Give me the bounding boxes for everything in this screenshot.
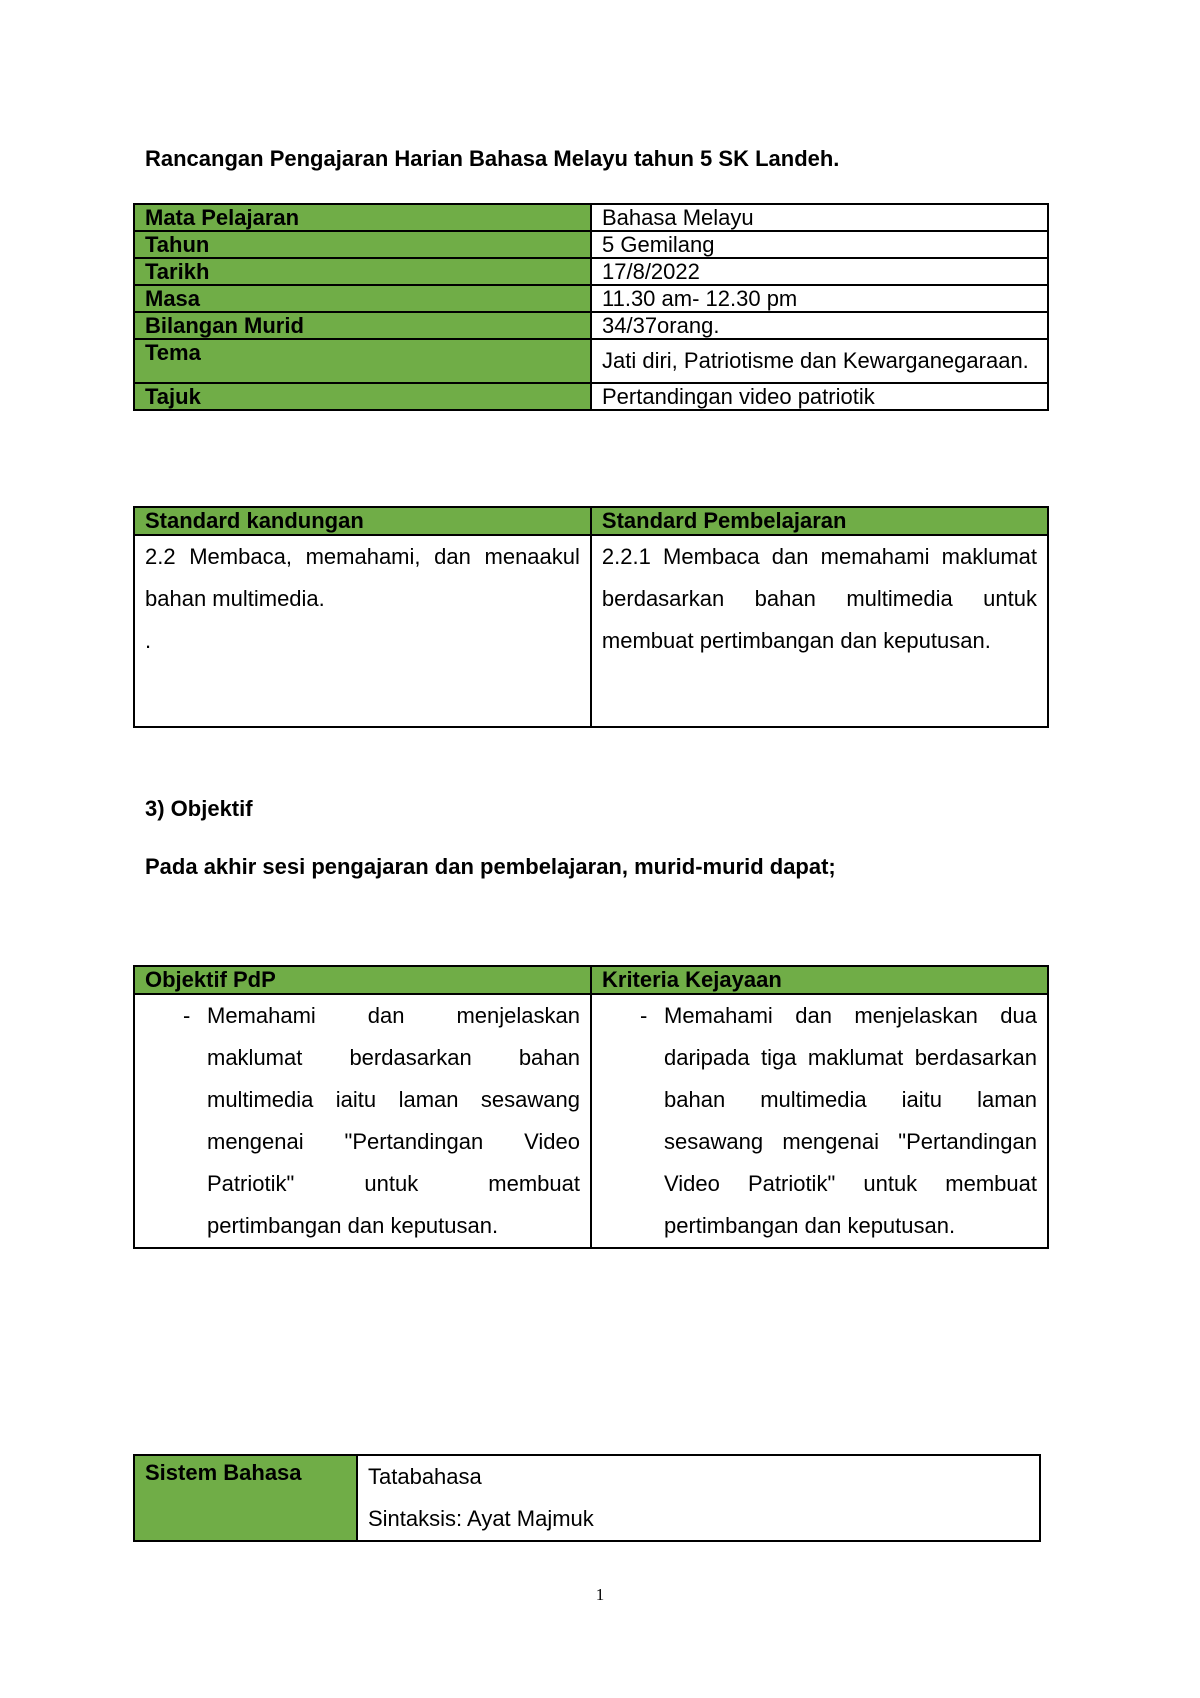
- success-criteria-header: Kriteria Kejayaan: [591, 966, 1048, 994]
- list-item: [602, 995, 1037, 1247]
- table-row: [134, 339, 1048, 383]
- language-system-line2: Sintaksis: Ayat Majmuk: [368, 1506, 594, 1531]
- info-value: 11.30 am- 12.30 pm: [591, 285, 1048, 312]
- info-label: Bilangan Murid: [134, 312, 591, 339]
- objective-intro: Pada akhir sesi pengajaran dan pembelajaran, murid-murid dapat;: [145, 854, 836, 879]
- objective-heading: 3) Objektif: [145, 796, 253, 821]
- standards-table: [133, 506, 1049, 728]
- table-row: [134, 285, 1048, 312]
- info-value: Pertandingan video patriotik: [591, 383, 1048, 410]
- success-criteria-text: Memahami dan menjelaskan dua daripada tiga maklumat berdasarkan bahan multimedia iaitu laman sesawang mengenai "Pertandingan Video Patriotik" untuk membuat pertimbangan dan keputusan.: [664, 1003, 1037, 1238]
- table-row: [134, 312, 1048, 339]
- table-row: [134, 383, 1048, 410]
- language-system-table: [133, 1454, 1041, 1542]
- table-row: [134, 204, 1048, 231]
- table-row: [134, 535, 1048, 727]
- info-label: Tarikh: [134, 258, 591, 285]
- info-value: 34/37orang.: [591, 312, 1048, 339]
- table-header-row: [134, 507, 1048, 535]
- standard-content-header: Standard kandungan: [134, 507, 591, 535]
- success-criteria-cell: [591, 994, 1048, 1248]
- standard-content-text: 2.2 Membaca, memahami, dan menaakul bahan multimedia.: [145, 544, 580, 611]
- language-system-value: [357, 1455, 1040, 1541]
- table-row: [134, 1455, 1040, 1541]
- learning-standard-cell: [591, 535, 1048, 727]
- info-label: Tajuk: [134, 383, 591, 410]
- list-item: [145, 995, 580, 1247]
- info-value: Bahasa Melayu: [591, 204, 1048, 231]
- info-label: Tahun: [134, 231, 591, 258]
- learning-standard-text: 2.2.1 Membaca dan memahami maklumat berdasarkan bahan multimedia untuk membuat pertimbangan dan keputusan.: [601, 544, 1037, 653]
- table-row: [134, 258, 1048, 285]
- language-system-label: Sistem Bahasa: [134, 1455, 357, 1541]
- page-title: Rancangan Pengajaran Harian Bahasa Melayu tahun 5 SK Landeh.: [145, 146, 840, 171]
- bullet-dash: -: [183, 1003, 191, 1028]
- info-label: Tema: [134, 339, 591, 383]
- table-row: [134, 994, 1048, 1248]
- page-number: 1: [595, 1585, 605, 1604]
- info-label: Masa: [134, 285, 591, 312]
- info-label: Mata Pelajaran: [134, 204, 591, 231]
- lesson-info-table: [133, 203, 1049, 411]
- info-value: 5 Gemilang: [591, 231, 1048, 258]
- table-row: [134, 231, 1048, 258]
- standard-content-extra: .: [145, 628, 152, 653]
- objective-header: Objektif PdP: [134, 966, 591, 994]
- standard-content-cell: [134, 535, 591, 727]
- language-system-line1: Tatabahasa: [368, 1464, 482, 1489]
- info-value: Jati diri, Patriotisme dan Kewarganegaraan.: [591, 339, 1048, 383]
- info-value: 17/8/2022: [591, 258, 1048, 285]
- table-header-row: [134, 966, 1048, 994]
- objective-text: Memahami dan menjelaskan maklumat berdasarkan bahan multimedia iaitu laman sesawang mengenai "Pertandingan Video Patriotik" untuk membuat pertimbangan dan keputusan.: [207, 1003, 580, 1238]
- objective-cell: [134, 994, 591, 1248]
- learning-standard-header: Standard Pembelajaran: [591, 507, 1048, 535]
- objectives-table: [133, 965, 1049, 1249]
- bullet-dash: -: [640, 1003, 648, 1028]
